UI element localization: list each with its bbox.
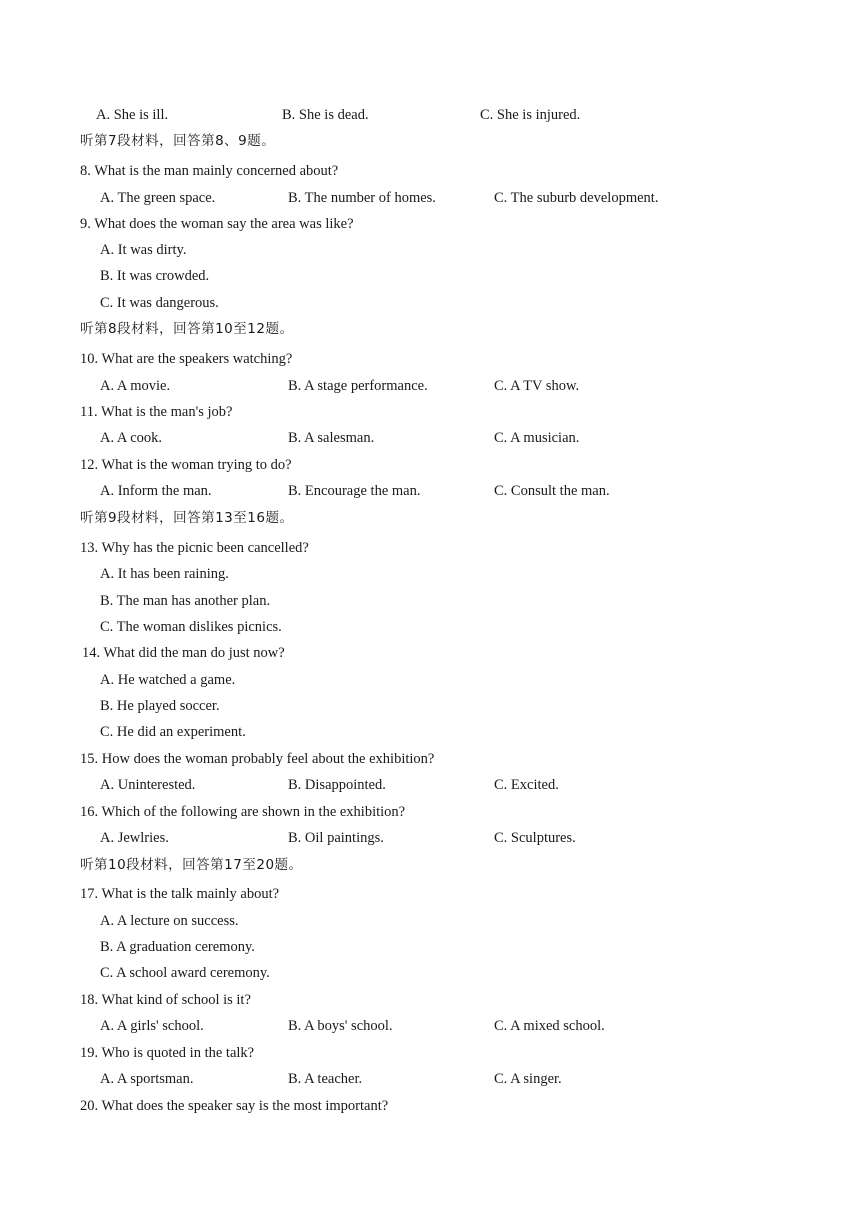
q15-option-b: B. Disappointed. [288,777,386,793]
q14-option-c: C. He did an experiment. [100,724,246,740]
q15-options [0,772,868,798]
q17-option-a: A. A lecture on success. [100,913,239,929]
q16-option-a: A. Jewlries. [100,830,169,846]
q13-option-a: A. It has been raining. [100,566,229,582]
q12-option-c: C. Consult the man. [494,483,610,499]
q19-options [0,1066,868,1092]
question-8: 8. What is the man mainly concerned about? [80,163,339,179]
q17-option-c: C. A school award ceremony. [100,965,270,981]
question-13: 13. Why has the picnic been cancelled? [80,540,309,556]
question-10: 10. What are the speakers watching? [80,351,293,367]
q7-option-b: B. She is dead. [282,107,369,123]
q13-option-b: B. The man has another plan. [100,593,271,609]
question-12: 12. What is the woman trying to do? [80,457,292,473]
q8-option-c: C. The suburb development. [494,190,659,206]
question-9: 9. What does the woman say the area was like? [80,216,354,232]
q13-option-c: C. The woman dislikes picnics. [100,619,282,635]
q16-option-b: B. Oil paintings. [288,830,384,846]
section-heading-10: 听第10段材料，回答第17至20题。 [80,857,303,873]
q9-option-a: A. It was dirty. [100,242,187,258]
q7-option-a: A. She is ill. [96,107,169,123]
q12-option-b: B. Encourage the man. [288,483,421,499]
question-16: 16. Which of the following are shown in the exhibition? [80,804,406,820]
section-heading-8: 听第8段材料，回答第10至12题。 [80,321,294,337]
q11-option-c: C. A musician. [494,430,580,446]
q15-option-c: C. Excited. [494,777,559,793]
section-heading-7: 听第7段材料，回答第8、9题。 [80,133,276,149]
q14-option-a: A. He watched a game. [100,672,236,688]
q8-option-a: A. The green space. [100,190,216,206]
q9-option-b: B. It was crowded. [100,268,210,284]
q8-option-b: B. The number of homes. [288,190,436,206]
q18-option-b: B. A boys' school. [288,1018,393,1034]
section-heading-9: 听第9段材料，回答第13至16题。 [80,510,294,526]
question-18: 18. What kind of school is it? [80,992,251,1008]
question-11: 11. What is the man's job? [80,404,233,420]
q14-option-b: B. He played soccer. [100,698,220,714]
q19-option-a: A. A sportsman. [100,1071,194,1087]
question-19: 19. Who is quoted in the talk? [80,1045,255,1061]
q17-option-b: B. A graduation ceremony. [100,939,255,955]
q10-option-c: C. A TV show. [494,378,580,394]
question-14: 14. What did the man do just now? [82,645,285,661]
q15-option-a: A. Uninterested. [100,777,196,793]
q19-option-b: B. A teacher. [288,1071,363,1087]
q18-options [0,1013,868,1039]
q11-option-a: A. A cook. [100,430,163,446]
q9-option-c: C. It was dangerous. [100,295,219,311]
q11-options [0,425,868,451]
q19-option-c: C. A singer. [494,1071,562,1087]
question-17: 17. What is the talk mainly about? [80,886,280,902]
q11-option-b: B. A salesman. [288,430,375,446]
q8-options [0,185,868,211]
q10-options [0,373,868,399]
q12-option-a: A. Inform the man. [100,483,212,499]
q10-option-a: A. A movie. [100,378,171,394]
q7-options [0,102,868,128]
question-20: 20. What does the speaker say is the most important? [80,1098,389,1114]
q18-option-c: C. A mixed school. [494,1018,605,1034]
q16-option-c: C. Sculptures. [494,830,576,846]
q10-option-b: B. A stage performance. [288,378,428,394]
q16-options [0,825,868,851]
q18-option-a: A. A girls' school. [100,1018,204,1034]
question-15: 15. How does the woman probably feel about the exhibition? [80,751,435,767]
q12-options [0,478,868,504]
q7-option-c: C. She is injured. [480,107,581,123]
